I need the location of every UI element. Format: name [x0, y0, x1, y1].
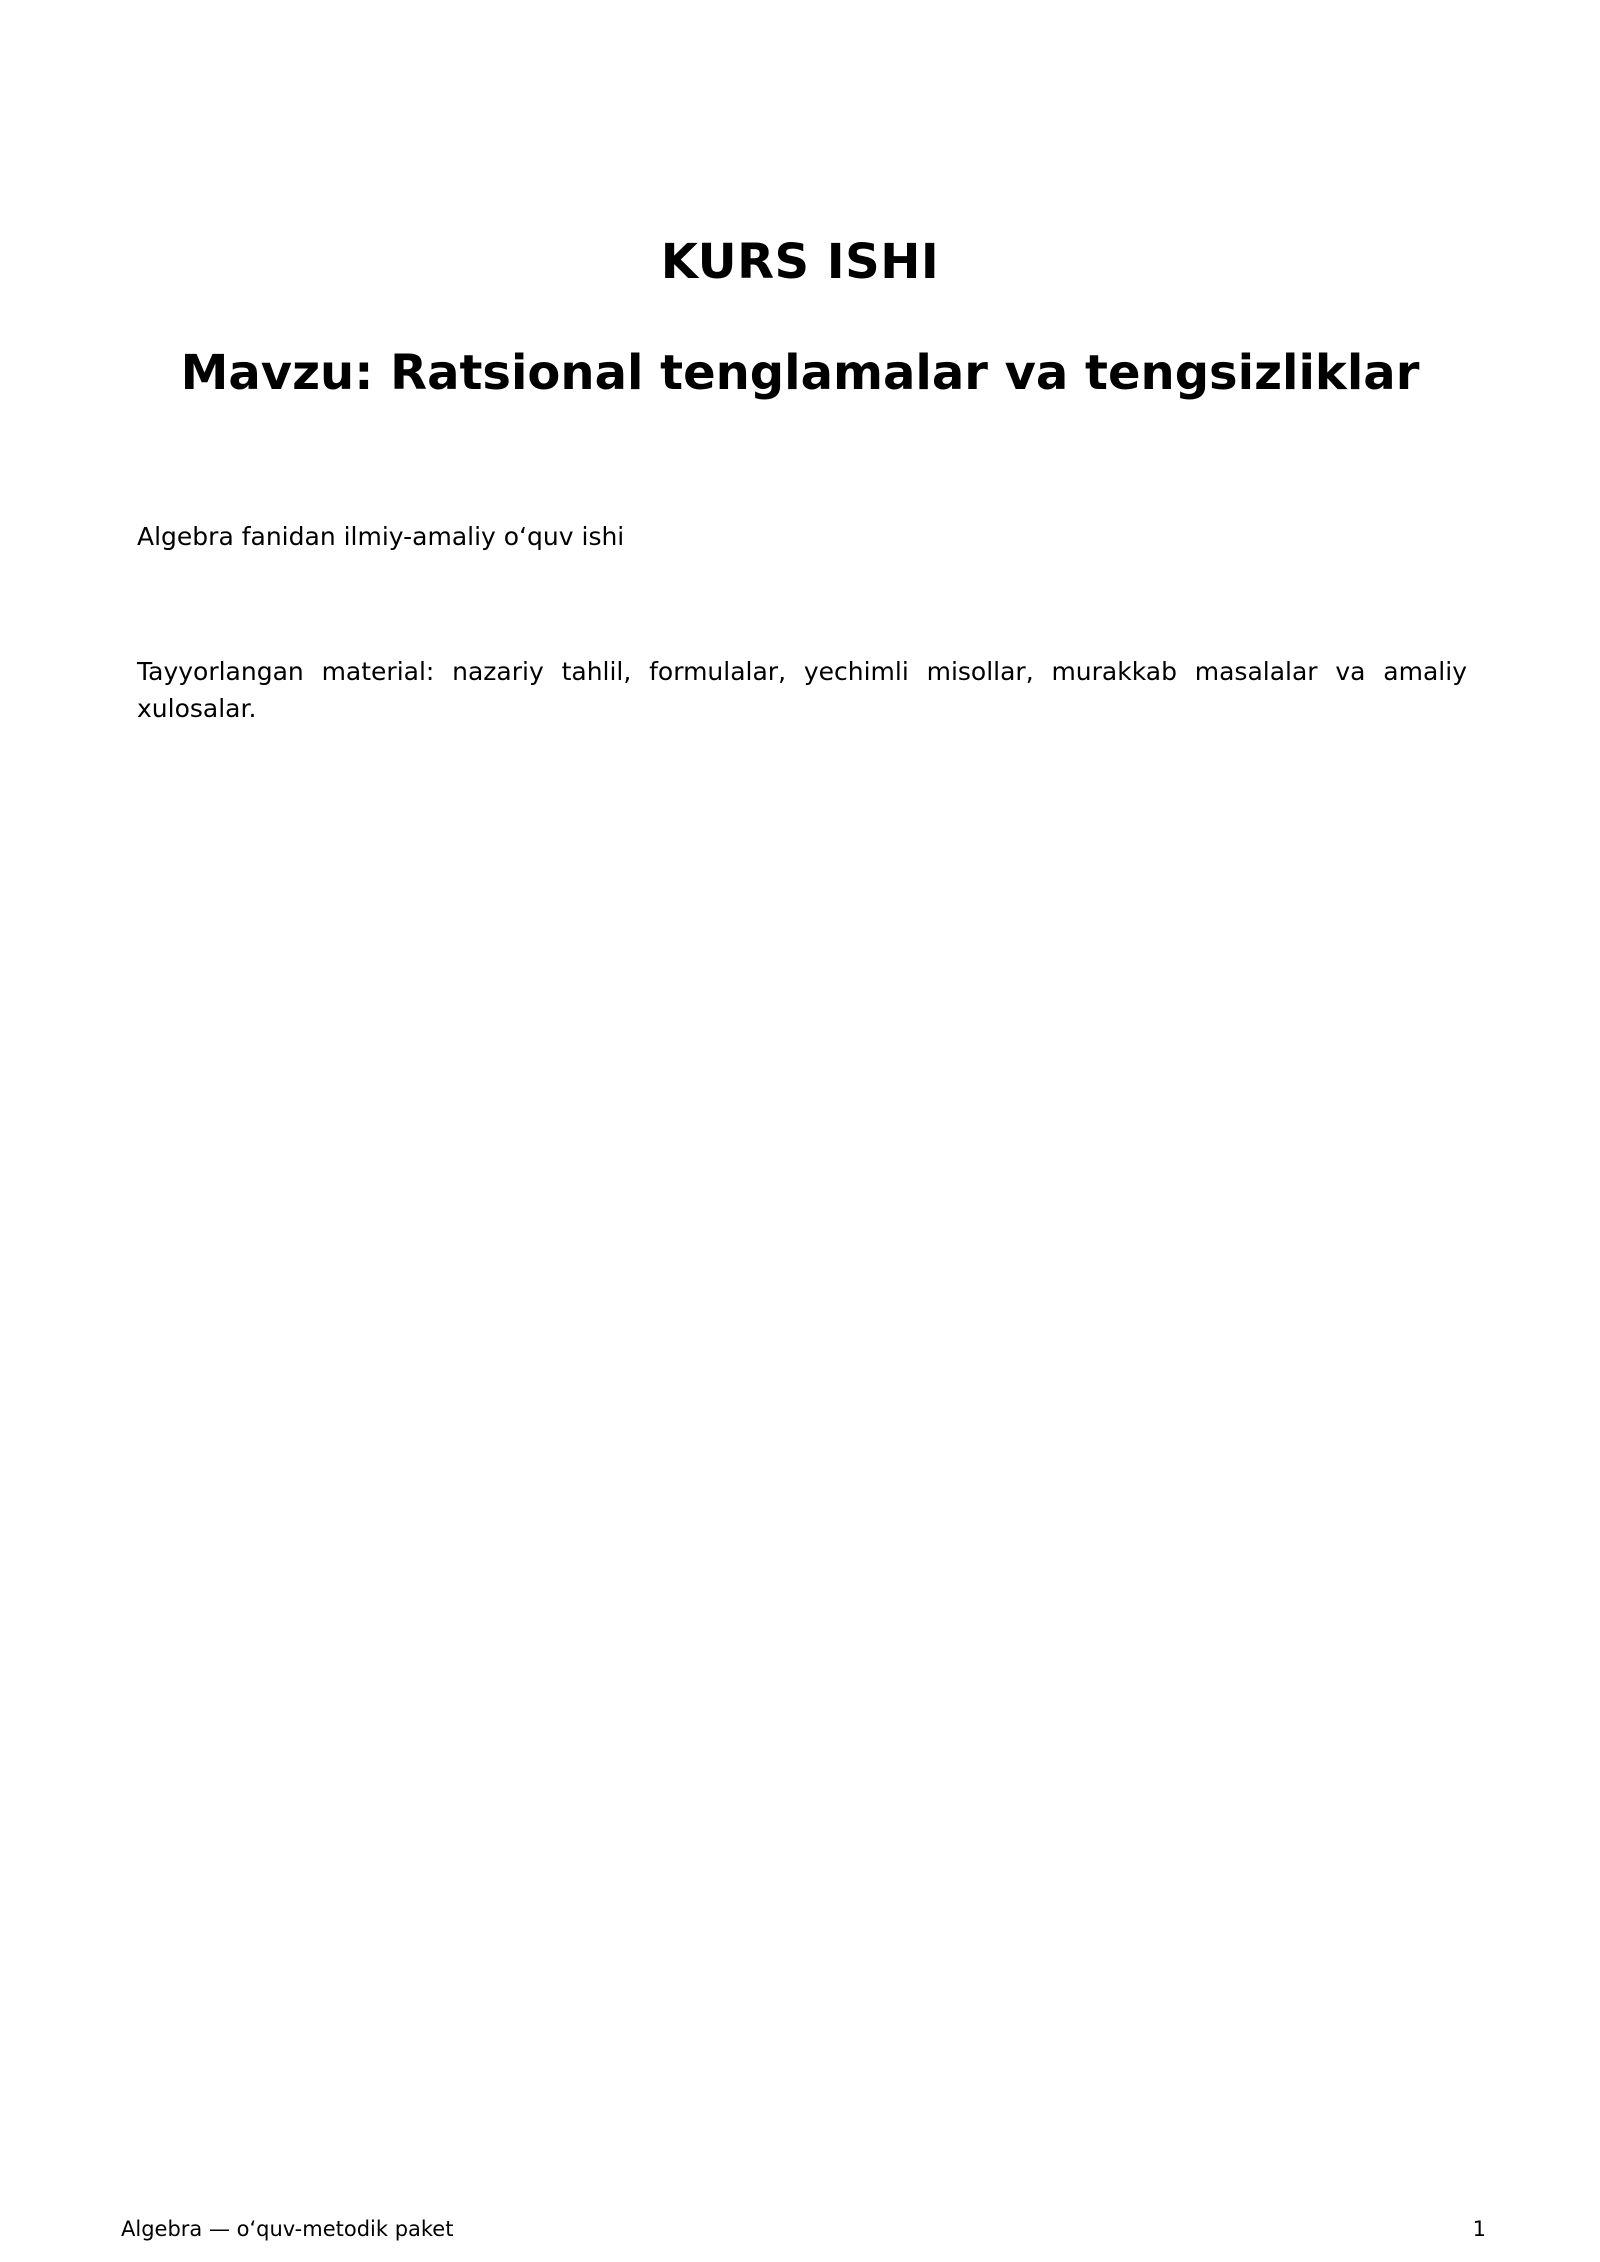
subject-line: Algebra fanidan ilmiy-amaliy oʻquv ishi	[137, 522, 625, 551]
topic-heading: Mavzu: Ratsional tenglamalar va tengsizliklar	[180, 345, 1420, 401]
description-paragraph: Tayyorlangan material: nazariy tahlil, formulalar, yechimli misollar, murakkab masalalar va amaliy xulosalar.	[137, 657, 1467, 723]
page-number: 1	[1472, 2217, 1486, 2241]
page-title: KURS ISHI	[660, 234, 940, 290]
footer-text: Algebra — oʻquv-metodik paket	[121, 2217, 454, 2241]
